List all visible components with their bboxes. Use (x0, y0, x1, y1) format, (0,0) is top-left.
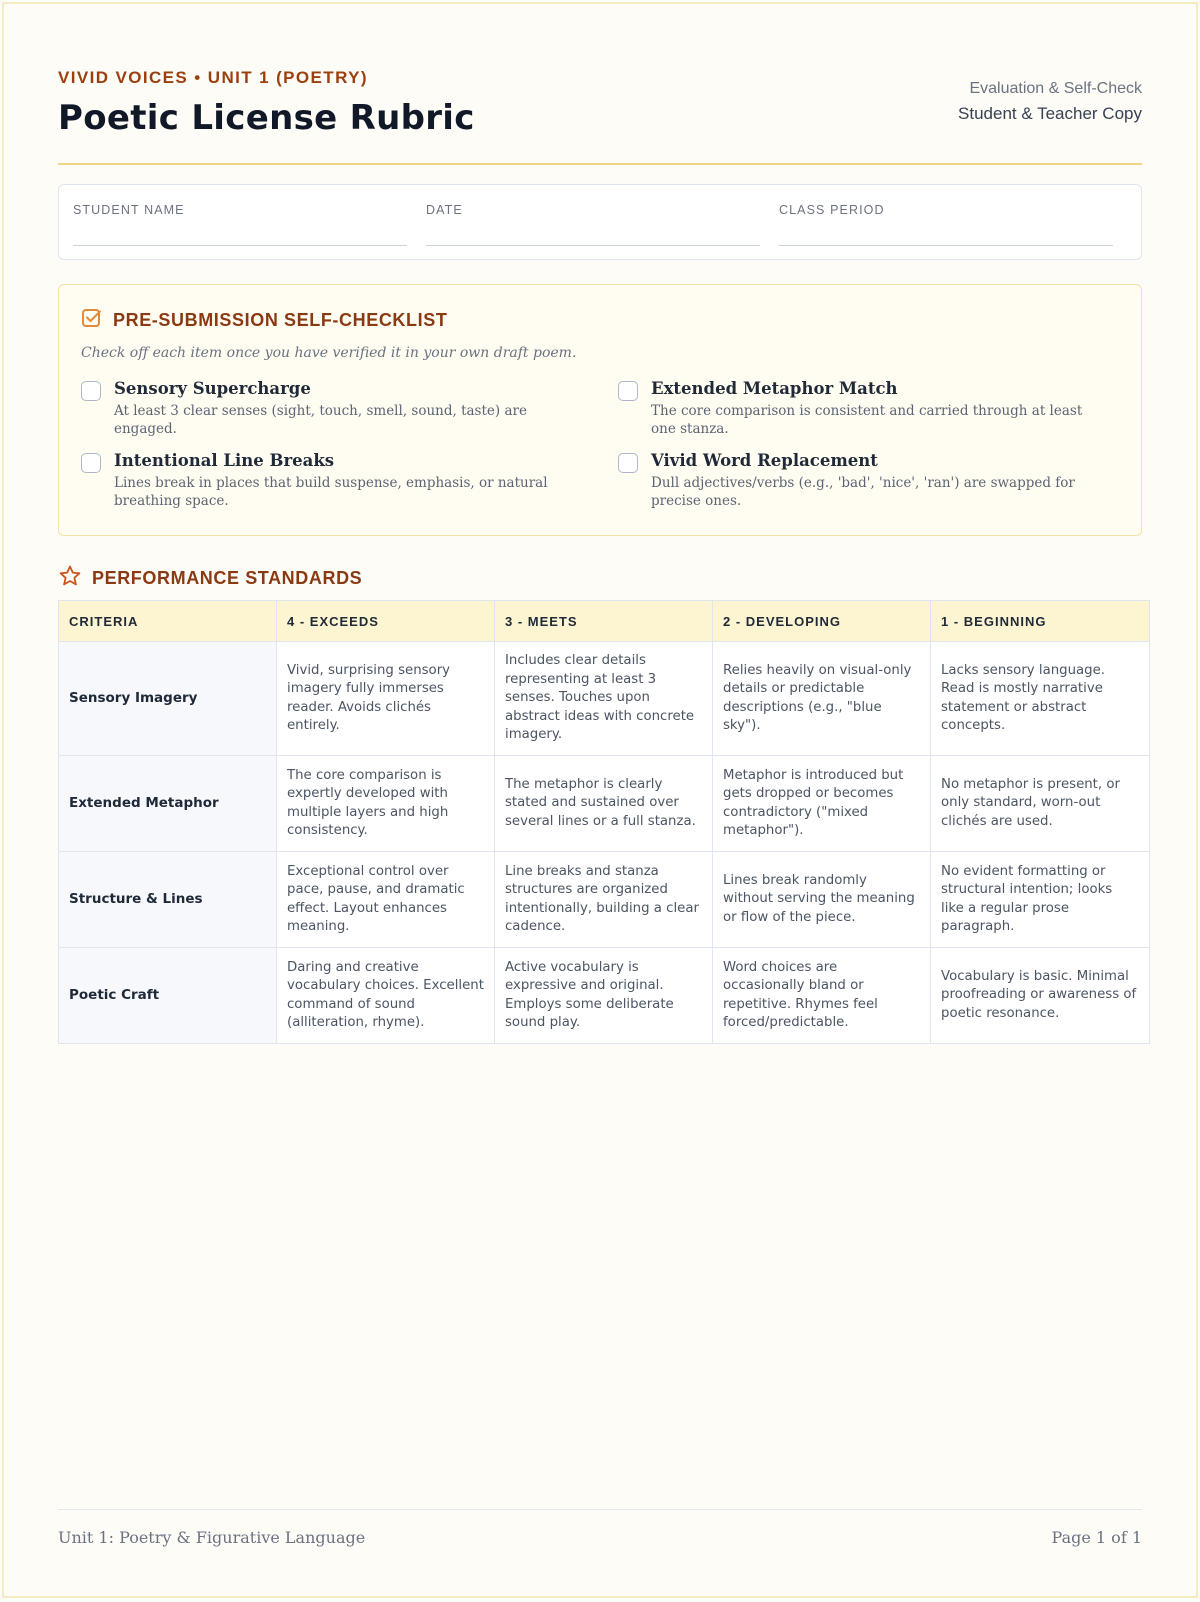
date-line[interactable] (426, 245, 760, 246)
checklist-item-desc: The core comparison is consistent and carried through at least one stanza. (651, 403, 1083, 437)
table-cell: Word choices are occasionally bland or repetitive. Rhymes feel forced/predictable. (713, 948, 931, 1044)
header-subtitle: Evaluation & Self-Check (969, 80, 1142, 97)
standards-header (58, 564, 362, 592)
checkbox[interactable] (618, 381, 638, 401)
criteria-cell: Poetic Craft (59, 948, 277, 1044)
document-header (58, 68, 1142, 165)
checkbox[interactable] (618, 453, 638, 473)
table-cell: Vivid, surprising sensory imagery fully immerses reader. Avoids clichés entirely. (277, 642, 495, 756)
student-info-box (58, 184, 1142, 260)
table-row (59, 852, 1150, 948)
table-cell: No evident formatting or structural intention; looks like a regular prose paragraph. (931, 852, 1150, 948)
class-period-line[interactable] (779, 245, 1113, 246)
date-label: DATE (426, 203, 463, 217)
column-header-criteria: CRITERIA (59, 601, 277, 642)
table-cell: Relies heavily on visual-only details or predictable descriptions (e.g., "blue sky"). (713, 642, 931, 756)
table-cell: Lines break randomly without serving the meaning or flow of the piece. (713, 852, 931, 948)
table-cell: The metaphor is clearly stated and sustained over several lines or a full stanza. (495, 756, 713, 852)
header-meta (958, 80, 1142, 124)
column-header-beginning: 1 - BEGINNING (931, 601, 1150, 642)
page-number: Page 1 of 1 (1051, 1528, 1142, 1547)
student-name-field[interactable] (73, 203, 407, 246)
copy-label: Student & Teacher Copy (958, 104, 1142, 123)
table-cell: Line breaks and stanza structures are organized intentionally, building a clear cadence. (495, 852, 713, 948)
checklist-item-desc: Lines break in places that build suspense, emphasis, or natural breathing space. (114, 475, 548, 509)
checklist-item-desc: Dull adjectives/verbs (e.g., 'bad', 'nice', 'ran') are swapped for precise ones. (651, 475, 1075, 509)
table-cell: Lacks sensory language. Read is mostly narrative statement or abstract concepts. (931, 642, 1150, 756)
class-period-field[interactable] (779, 203, 1113, 246)
table-cell: Vocabulary is basic. Minimal proofreading or awareness of poetic resonance. (931, 948, 1150, 1044)
page (2, 2, 1198, 1598)
checkbox[interactable] (81, 453, 101, 473)
checklist-item-name: Vivid Word Replacement (651, 451, 878, 470)
unit-kicker: VIVID VOICES • UNIT 1 (POETRY) (58, 68, 368, 87)
star-icon (58, 564, 82, 592)
criteria-cell: Sensory Imagery (59, 642, 277, 756)
checklist-item-name: Intentional Line Breaks (114, 451, 335, 470)
rubric-table (58, 600, 1150, 1044)
table-cell: Active vocabulary is expressive and original. Employs some deliberate sound play. (495, 948, 713, 1044)
page-footer (58, 1509, 1142, 1547)
checkbox[interactable] (81, 381, 101, 401)
column-header-exceeds: 4 - EXCEEDS (277, 601, 495, 642)
self-checklist (58, 284, 1142, 536)
table-row (59, 642, 1150, 756)
page-title: Poetic License Rubric (58, 98, 475, 138)
table-row (59, 948, 1150, 1044)
class-period-label: CLASS PERIOD (779, 203, 885, 217)
column-header-meets: 3 - MEETS (495, 601, 713, 642)
table-cell: No metaphor is present, or only standard, worn-out clichés are used. (931, 756, 1150, 852)
checkbox-icon (81, 307, 103, 333)
student-name-line[interactable] (73, 245, 407, 246)
footer-unit-label: Unit 1: Poetry & Figurative Language (58, 1528, 366, 1547)
checklist-item-desc: At least 3 clear senses (sight, touch, smell, sound, taste) are engaged. (114, 403, 527, 437)
checklist-item-name: Sensory Supercharge (114, 379, 311, 398)
student-name-label: STUDENT NAME (73, 203, 185, 217)
standards-title: PERFORMANCE STANDARDS (92, 567, 363, 588)
table-cell: Daring and creative vocabulary choices. Excellent command of sound (alliteration, rhyme). (277, 948, 495, 1044)
checklist-item-name: Extended Metaphor Match (651, 379, 898, 398)
column-header-developing: 2 - DEVELOPING (713, 601, 931, 642)
criteria-cell: Structure & Lines (59, 852, 277, 948)
table-header-row (59, 601, 1150, 642)
table-row (59, 756, 1150, 852)
date-field[interactable] (426, 203, 760, 246)
checklist-intro: Check off each item once you have verified it in your own draft poem. (81, 345, 577, 361)
criteria-cell: Extended Metaphor (59, 756, 277, 852)
checklist-header (81, 307, 447, 333)
table-cell: Exceptional control over pace, pause, and dramatic effect. Layout enhances meaning. (277, 852, 495, 948)
table-cell: The core comparison is expertly developed with multiple layers and high consistency. (277, 756, 495, 852)
table-cell: Metaphor is introduced but gets dropped or becomes contradictory ("mixed metaphor"). (713, 756, 931, 852)
table-cell: Includes clear details representing at least 3 senses. Touches upon abstract ideas with concrete imagery. (495, 642, 713, 756)
checklist-title: PRE-SUBMISSION SELF-CHECKLIST (113, 309, 448, 330)
